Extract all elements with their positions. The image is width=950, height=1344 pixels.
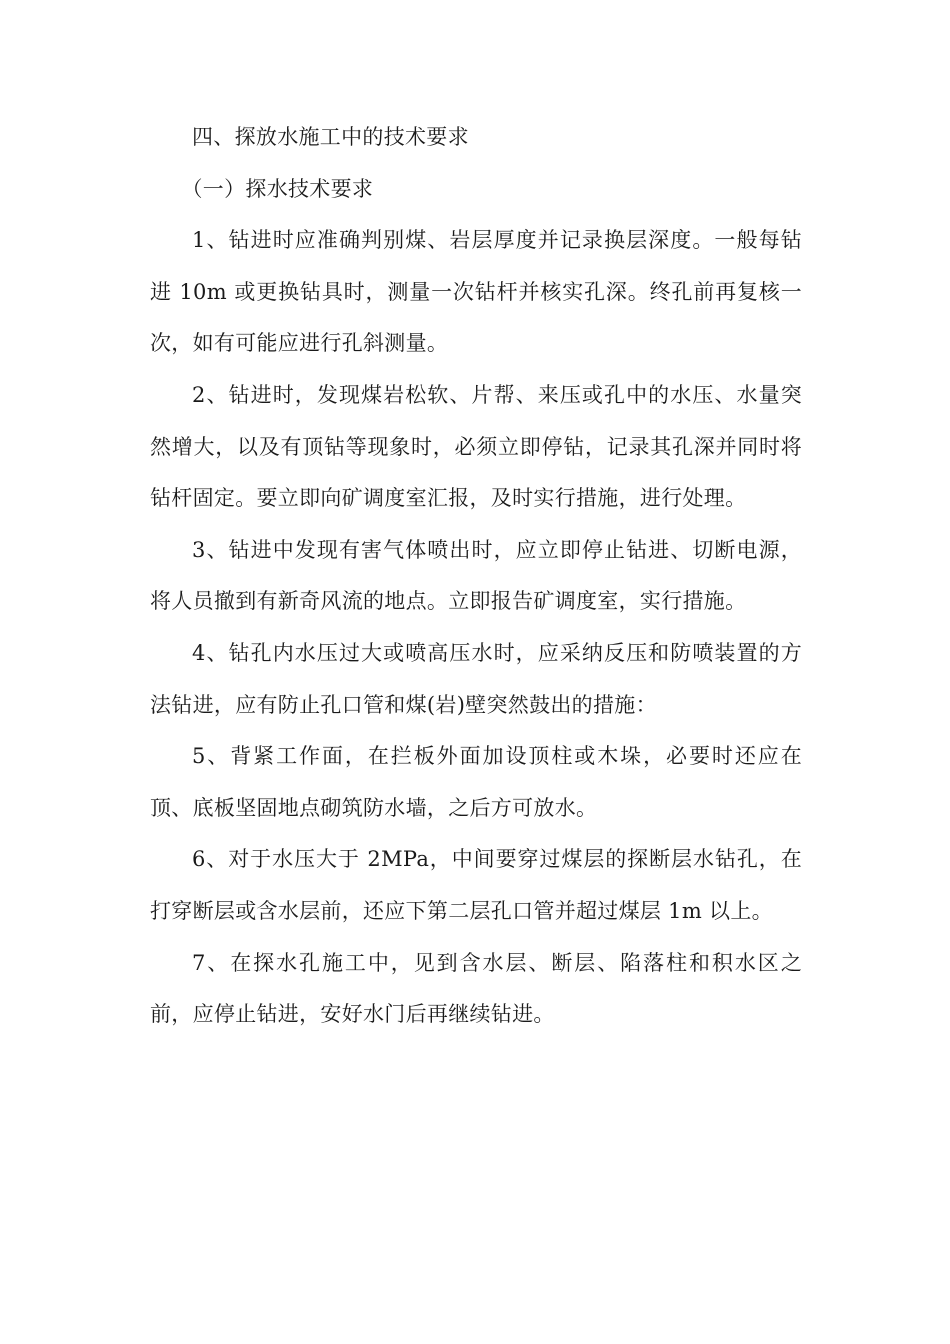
subsection-title: （一）探水技术要求 — [181, 176, 374, 201]
document-body — [150, 112, 802, 1041]
paragraph-6: 6、对于水压大于 2MPa，中间要穿过煤层的探断层水钻孔，在打穿断层或含水层前，还应下第二层孔口管并超过煤层 1m 以上。 — [150, 847, 802, 923]
section-title: 四、探放水施工中的技术要求 — [192, 125, 469, 149]
paragraph-1: 1、钻进时应准确判别煤、岩层厚度并记录换层深度。一般每钻进 10m 或更换钻具时，测量一次钻杆并核实孔深。终孔前再复核一次，如有可能应进行孔斜测量。 — [150, 228, 802, 356]
paragraph-7: 7、在探水孔施工中，见到含水层、断层、陷落柱和积水区之前，应停止钻进，安好水门后再继续钻进。 — [150, 950, 802, 1027]
paragraph-4: 4、钻孔内水压过大或喷高压水时，应采纳反压和防喷装置的方法钻进，应有防止孔口管和煤(岩)壁突然鼓出的措施： — [150, 640, 802, 717]
paragraph-5: 5、背紧工作面，在拦板外面加设顶柱或木垛，必要时还应在顶、底板坚固地点砌筑防水墙，之后方可放水。 — [150, 744, 802, 820]
paragraph-3: 3、钻进中发现有害气体喷出时，应立即停止钻进、切断电源，将人员撤到有新奇风流的地点。立即报告矿调度室，实行措施。 — [150, 537, 802, 614]
paragraph-2: 2、钻进时，发现煤岩松软、片帮、来压或孔中的水压、水量突然增大，以及有顶钻等现象时，必须立即停钻，记录其孔深并同时将钻杆固定。要立即向矿调度室汇报，及时实行措施，进行处理。 — [150, 382, 802, 511]
